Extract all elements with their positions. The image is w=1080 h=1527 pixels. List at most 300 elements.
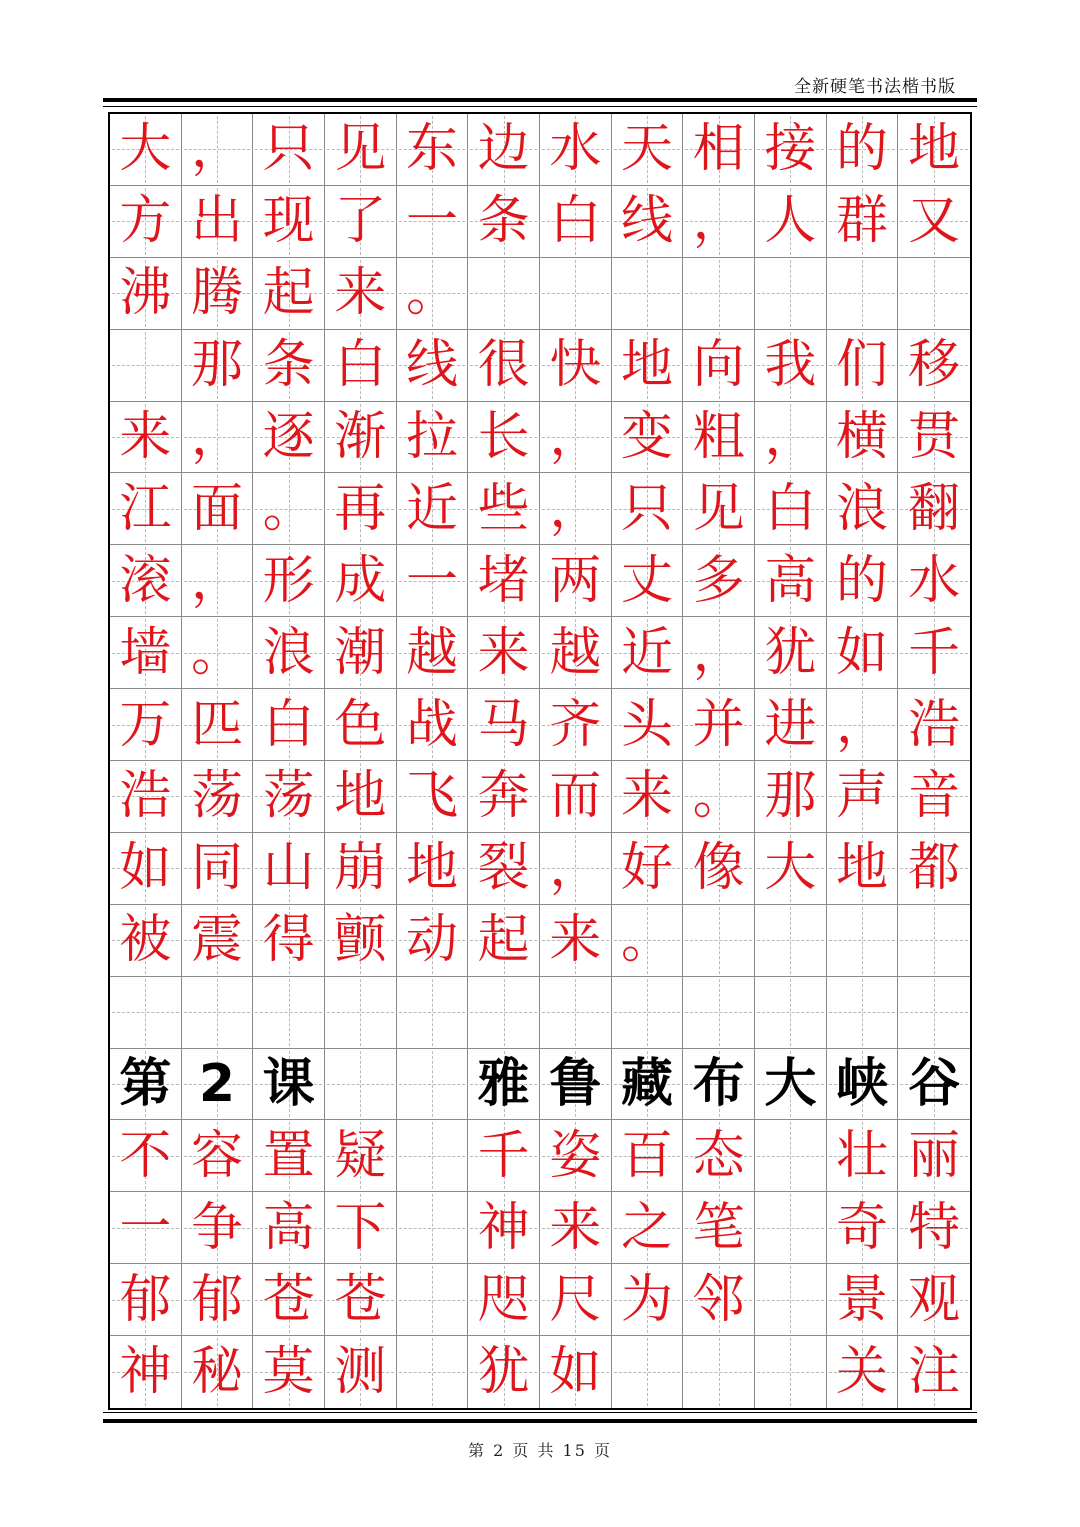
grid-cell: [110, 330, 182, 402]
grid-character: 近: [620, 622, 673, 683]
practice-grid: [110, 114, 970, 1408]
grid-cell: [253, 545, 325, 617]
grid-character: 得: [262, 910, 315, 971]
grid-character: 被: [119, 910, 172, 971]
grid-cell: [755, 402, 827, 474]
grid-character: 而: [549, 766, 602, 827]
grid-character: 浩: [908, 694, 961, 755]
grid-cell: [540, 402, 612, 474]
grid-cell: [397, 402, 469, 474]
grid-cell: [110, 977, 182, 1049]
grid-character: 。: [190, 622, 243, 683]
grid-cell: [397, 473, 469, 545]
grid-cell: [683, 114, 755, 186]
grid-cell: [468, 1192, 540, 1264]
grid-character: 丽: [908, 1125, 961, 1186]
grid-character: 水: [549, 119, 602, 180]
grid-character: ，: [549, 838, 602, 899]
grid-character: 为: [620, 1269, 673, 1330]
grid-character: 出: [190, 191, 243, 252]
grid-cell: [612, 1120, 684, 1192]
grid-row: [110, 473, 970, 545]
grid-character: 色: [334, 694, 387, 755]
grid-cell: [182, 330, 254, 402]
grid-cell: [253, 905, 325, 977]
grid-cell: [110, 1336, 182, 1408]
grid-character: ，: [764, 406, 817, 467]
grid-cell: [683, 545, 755, 617]
grid-character: 的: [835, 119, 888, 180]
footer-rule: [103, 1419, 977, 1423]
grid-cell: [898, 905, 970, 977]
grid-cell: [182, 833, 254, 905]
grid-cell: [397, 330, 469, 402]
grid-character: 秘: [190, 1342, 243, 1403]
grid-cell: [755, 545, 827, 617]
grid-character: 来: [549, 910, 602, 971]
grid-character: 一: [119, 1197, 172, 1258]
grid-character: 起: [477, 910, 530, 971]
grid-cell: [110, 833, 182, 905]
grid-cell: [898, 689, 970, 761]
grid-character: 来: [620, 766, 673, 827]
grid-character: 浩: [119, 766, 172, 827]
document-header-title: 全新硬笔书法楷书版: [794, 77, 956, 97]
grid-cell: [827, 258, 899, 330]
grid-character: 颤: [334, 910, 387, 971]
grid-cell: [182, 186, 254, 258]
grid-character: 特: [908, 1197, 961, 1258]
grid-character: 些: [477, 478, 530, 539]
grid-character: 只: [620, 478, 673, 539]
grid-cell: [110, 258, 182, 330]
grid-cell: [397, 977, 469, 1049]
grid-cell: [755, 761, 827, 833]
grid-character: 来: [119, 406, 172, 467]
grid-character: 荡: [262, 766, 315, 827]
grid-character: 进: [764, 694, 817, 755]
grid-cell: [898, 258, 970, 330]
grid-cell: [540, 1264, 612, 1336]
grid-character: 千: [477, 1125, 530, 1186]
grid-cell: [397, 1120, 469, 1192]
grid-character: 疑: [334, 1125, 387, 1186]
grid-cell: [325, 1264, 397, 1336]
grid-cell: [898, 1336, 970, 1408]
grid-cell: [683, 402, 755, 474]
grid-character: 了: [334, 191, 387, 252]
grid-cell: [683, 1049, 755, 1121]
grid-cell: [827, 905, 899, 977]
grid-cell: [468, 402, 540, 474]
grid-cell: [182, 473, 254, 545]
grid-character: 水: [908, 550, 961, 611]
grid-character: 争: [190, 1197, 243, 1258]
grid-cell: [683, 1264, 755, 1336]
grid-character: 藏: [620, 1053, 673, 1114]
grid-character: 如: [119, 838, 172, 899]
grid-character: 都: [908, 838, 961, 899]
grid-character: 尺: [549, 1269, 602, 1330]
grid-cell: [253, 761, 325, 833]
grid-cell: [110, 905, 182, 977]
grid-character: 面: [190, 478, 243, 539]
grid-character: 下: [334, 1197, 387, 1258]
grid-character: ，: [549, 406, 602, 467]
grid-cell: [898, 761, 970, 833]
grid-cell: [612, 617, 684, 689]
grid-cell: [468, 330, 540, 402]
grid-character: 线: [405, 335, 458, 396]
grid-cell: [755, 473, 827, 545]
grid-row: [110, 1120, 970, 1192]
grid-character: 。: [620, 910, 673, 971]
grid-cell: [898, 1192, 970, 1264]
grid-cell: [468, 258, 540, 330]
grid-character: 布: [692, 1053, 745, 1114]
grid-character: 很: [477, 335, 530, 396]
grid-cell: [325, 258, 397, 330]
grid-cell: [325, 617, 397, 689]
grid-cell: [683, 905, 755, 977]
grid-cell: [325, 1120, 397, 1192]
grid-character: 线: [620, 191, 673, 252]
header-rule: [103, 98, 977, 102]
grid-character: 。: [405, 263, 458, 324]
grid-cell: [325, 1049, 397, 1121]
grid-character: 测: [334, 1342, 387, 1403]
grid-character: 人: [764, 191, 817, 252]
grid-character: 高: [262, 1197, 315, 1258]
grid-cell: [540, 761, 612, 833]
grid-cell: [110, 689, 182, 761]
grid-cell: [325, 977, 397, 1049]
grid-cell: [612, 114, 684, 186]
grid-character: 咫: [477, 1269, 530, 1330]
grid-cell: [253, 473, 325, 545]
grid-character: 潮: [334, 622, 387, 683]
grid-character: 苍: [334, 1269, 387, 1330]
grid-character: 郁: [190, 1269, 243, 1330]
grid-character: 白: [334, 335, 387, 396]
grid-cell: [110, 114, 182, 186]
grid-character: 长: [477, 406, 530, 467]
grid-cell: [253, 330, 325, 402]
grid-row: [110, 617, 970, 689]
grid-cell: [898, 114, 970, 186]
grid-cell: [612, 545, 684, 617]
grid-cell: [253, 689, 325, 761]
grid-cell: [540, 186, 612, 258]
grid-cell: [612, 186, 684, 258]
grid-character: 江: [119, 478, 172, 539]
grid-cell: [898, 977, 970, 1049]
grid-character: 裂: [477, 838, 530, 899]
grid-cell: [683, 258, 755, 330]
grid-cell: [827, 761, 899, 833]
grid-cell: [253, 617, 325, 689]
grid-character: 大: [764, 838, 817, 899]
grid-character: 条: [262, 335, 315, 396]
grid-character: 万: [119, 694, 172, 755]
grid-character: 百: [620, 1125, 673, 1186]
grid-row: [110, 545, 970, 617]
grid-cell: [325, 402, 397, 474]
grid-character: 向: [692, 335, 745, 396]
grid-row: [110, 1192, 970, 1264]
grid-cell: [110, 473, 182, 545]
grid-cell: [755, 1120, 827, 1192]
grid-character: 拉: [405, 406, 458, 467]
grid-cell: [683, 330, 755, 402]
grid-row: [110, 905, 970, 977]
grid-character: ，: [190, 406, 243, 467]
grid-character: 关: [835, 1342, 888, 1403]
grid-cell: [755, 114, 827, 186]
grid-cell: [827, 1049, 899, 1121]
grid-cell: [898, 833, 970, 905]
grid-character: 越: [549, 622, 602, 683]
grid-cell: [182, 905, 254, 977]
grid-character: 滚: [119, 550, 172, 611]
grid-character: 。: [262, 478, 315, 539]
grid-character: 声: [835, 766, 888, 827]
grid-character: 莫: [262, 1342, 315, 1403]
grid-character: 飞: [405, 766, 458, 827]
grid-character: 变: [620, 406, 673, 467]
grid-cell: [325, 1336, 397, 1408]
grid-character: ，: [549, 478, 602, 539]
grid-cell: [898, 1120, 970, 1192]
grid-cell: [397, 545, 469, 617]
grid-character: 景: [835, 1269, 888, 1330]
grid-cell: [468, 1049, 540, 1121]
grid-cell: [110, 186, 182, 258]
grid-cell: [182, 977, 254, 1049]
grid-cell: [827, 114, 899, 186]
grid-cell: [397, 1264, 469, 1336]
grid-row: [110, 114, 970, 186]
grid-cell: [325, 761, 397, 833]
grid-cell: [182, 617, 254, 689]
grid-cell: [397, 905, 469, 977]
grid-character: 音: [908, 766, 961, 827]
grid-character: 峡: [835, 1053, 888, 1114]
grid-cell: [182, 1192, 254, 1264]
grid-character: 现: [262, 191, 315, 252]
grid-character: 郁: [119, 1269, 172, 1330]
grid-character: 一: [405, 191, 458, 252]
grid-character: 的: [835, 550, 888, 611]
grid-cell: [397, 617, 469, 689]
grid-character: 荡: [190, 766, 243, 827]
grid-cell: [755, 977, 827, 1049]
grid-cell: [898, 402, 970, 474]
grid-character: 大: [764, 1053, 817, 1114]
grid-character: 地: [835, 838, 888, 899]
grid-character: 沸: [119, 263, 172, 324]
grid-cell: [683, 761, 755, 833]
grid-character: 头: [620, 694, 673, 755]
grid-cell: [755, 1264, 827, 1336]
grid-character: 不: [119, 1125, 172, 1186]
grid-cell: [755, 1336, 827, 1408]
grid-cell: [898, 545, 970, 617]
grid-cell: [755, 833, 827, 905]
grid-cell: [898, 473, 970, 545]
grid-character: 山: [262, 838, 315, 899]
grid-row: [110, 330, 970, 402]
grid-cell: [397, 258, 469, 330]
grid-cell: [253, 1192, 325, 1264]
grid-character: 来: [549, 1197, 602, 1258]
grid-character: 如: [549, 1342, 602, 1403]
grid-cell: [468, 833, 540, 905]
grid-character: 匹: [190, 694, 243, 755]
grid-cell: [397, 114, 469, 186]
grid-cell: [182, 1049, 254, 1121]
grid-cell: [540, 330, 612, 402]
grid-character: 再: [334, 478, 387, 539]
grid-cell: [325, 473, 397, 545]
grid-character: ，: [835, 694, 888, 755]
grid-cell: [253, 1049, 325, 1121]
grid-character: 马: [477, 694, 530, 755]
grid-cell: [683, 689, 755, 761]
grid-cell: [253, 186, 325, 258]
grid-character: 好: [620, 838, 673, 899]
grid-cell: [755, 905, 827, 977]
grid-character: 见: [692, 478, 745, 539]
grid-character: 移: [908, 335, 961, 396]
grid-character: 。: [692, 766, 745, 827]
grid-cell: [325, 330, 397, 402]
grid-cell: [110, 1192, 182, 1264]
grid-cell: [397, 689, 469, 761]
grid-cell: [110, 402, 182, 474]
grid-cell: [253, 977, 325, 1049]
grid-cell: [110, 1120, 182, 1192]
grid-character: 两: [549, 550, 602, 611]
grid-row: [110, 1264, 970, 1336]
grid-cell: [182, 689, 254, 761]
grid-cell: [325, 833, 397, 905]
grid-cell: [468, 1120, 540, 1192]
grid-cell: [827, 1192, 899, 1264]
grid-character: ，: [190, 550, 243, 611]
grid-character: 战: [405, 694, 458, 755]
grid-character: 近: [405, 478, 458, 539]
footer-rule-thin: [103, 1412, 977, 1413]
grid-cell: [755, 689, 827, 761]
grid-character: 第: [119, 1053, 172, 1114]
grid-character: 震: [190, 910, 243, 971]
grid-character: 神: [119, 1342, 172, 1403]
grid-character: 贯: [908, 406, 961, 467]
grid-character: 浪: [835, 478, 888, 539]
grid-character: 见: [334, 119, 387, 180]
grid-character: 天: [620, 119, 673, 180]
grid-character: 齐: [549, 694, 602, 755]
grid-character: 边: [477, 119, 530, 180]
grid-character: 态: [692, 1125, 745, 1186]
grid-character: 我: [764, 335, 817, 396]
grid-cell: [612, 977, 684, 1049]
grid-cell: [827, 617, 899, 689]
grid-cell: [540, 977, 612, 1049]
grid-character: 如: [835, 622, 888, 683]
grid-character: 多: [692, 550, 745, 611]
grid-cell: [612, 330, 684, 402]
grid-character: 来: [334, 263, 387, 324]
grid-cell: [755, 1049, 827, 1121]
grid-cell: [110, 761, 182, 833]
grid-cell: [898, 186, 970, 258]
grid-character: 逐: [262, 406, 315, 467]
grid-cell: [540, 545, 612, 617]
grid-cell: [397, 186, 469, 258]
grid-cell: [827, 545, 899, 617]
grid-character: 一: [405, 550, 458, 611]
grid-cell: [612, 1049, 684, 1121]
grid-character: 条: [477, 191, 530, 252]
grid-cell: [397, 1049, 469, 1121]
grid-character: ，: [692, 622, 745, 683]
grid-character: 壮: [835, 1125, 888, 1186]
grid-character: 来: [477, 622, 530, 683]
page-number: 第 2 页 共 15 页: [468, 1441, 612, 1460]
grid-character: ，: [190, 119, 243, 180]
grid-character: 奔: [477, 766, 530, 827]
grid-cell: [540, 905, 612, 977]
grid-cell: [540, 1049, 612, 1121]
grid-row: [110, 833, 970, 905]
grid-cell: [755, 186, 827, 258]
grid-row: [110, 689, 970, 761]
grid-cell: [683, 833, 755, 905]
grid-cell: [898, 617, 970, 689]
grid-character: 大: [119, 119, 172, 180]
grid-cell: [540, 1120, 612, 1192]
grid-cell: [683, 473, 755, 545]
grid-cell: [253, 1120, 325, 1192]
grid-character: 墙: [119, 622, 172, 683]
grid-cell: [898, 1264, 970, 1336]
grid-cell: [827, 330, 899, 402]
grid-cell: [468, 1264, 540, 1336]
grid-character: 鲁: [549, 1053, 602, 1114]
grid-character: 那: [764, 766, 817, 827]
grid-cell: [540, 114, 612, 186]
grid-cell: [612, 1264, 684, 1336]
grid-character: 翻: [908, 478, 961, 539]
grid-character: 像: [692, 838, 745, 899]
grid-cell: [827, 402, 899, 474]
grid-character: 浪: [262, 622, 315, 683]
grid-character: 又: [908, 191, 961, 252]
grid-cell: [612, 689, 684, 761]
grid-cell: [182, 545, 254, 617]
grid-row: [110, 258, 970, 330]
practice-grid-frame: [108, 112, 972, 1410]
grid-character: 粗: [692, 406, 745, 467]
grid-cell: [827, 1336, 899, 1408]
grid-cell: [827, 977, 899, 1049]
grid-character: 快: [549, 335, 602, 396]
grid-cell: [468, 473, 540, 545]
grid-cell: [253, 402, 325, 474]
grid-character: 容: [190, 1125, 243, 1186]
